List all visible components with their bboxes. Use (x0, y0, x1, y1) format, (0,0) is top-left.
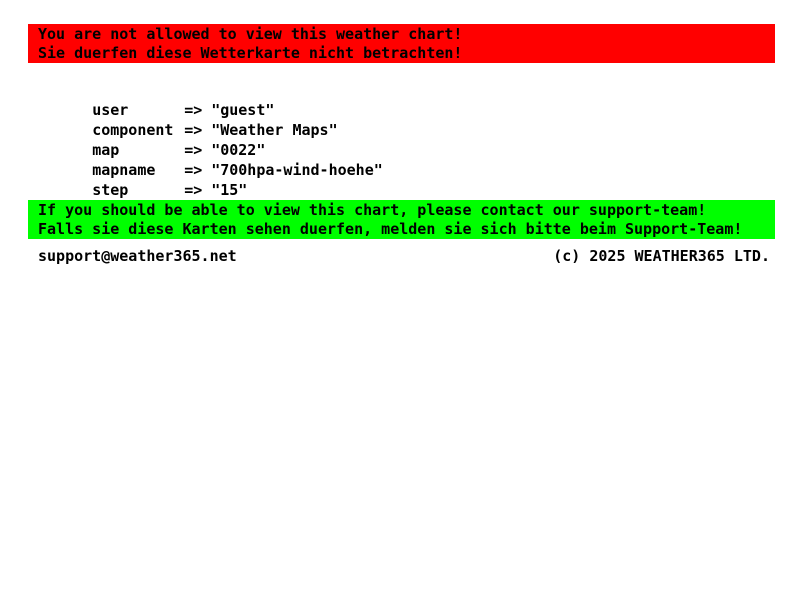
param-value: "Weather Maps" (211, 121, 338, 139)
param-arrow: => (184, 161, 203, 179)
param-key: component (92, 121, 174, 139)
param-value: "700hpa-wind-hoehe" (211, 161, 383, 179)
param-arrow: => (184, 181, 203, 199)
error-banner (28, 24, 775, 63)
param-key: map (92, 141, 120, 159)
param-value: "0022" (211, 141, 266, 159)
copyright: (c) 2025 WEATHER365 LTD. (553, 247, 770, 265)
footer (38, 246, 770, 266)
request-params (38, 80, 383, 199)
param-arrow: => (184, 121, 203, 139)
error-line-de: Sie duerfen diese Wetterkarte nicht betrachten! (38, 43, 463, 62)
support-line-en: If you should be able to view this chart, please contact our support-team! (38, 200, 707, 219)
param-value: "15" (211, 181, 248, 199)
support-line-de: Falls sie diese Karten sehen duerfen, melden sie sich bitte beim Support-Team! (38, 219, 743, 238)
param-key: mapname (92, 161, 156, 179)
param-row-user (38, 80, 383, 119)
support-email: support@weather365.net (38, 247, 237, 265)
param-arrow: => (184, 101, 203, 119)
param-arrow: => (184, 141, 203, 159)
error-line-en: You are not allowed to view this weather chart! (38, 24, 463, 43)
param-key: user (92, 101, 129, 119)
param-key: step (92, 181, 129, 199)
param-value: "guest" (211, 101, 275, 119)
support-banner (28, 200, 775, 239)
